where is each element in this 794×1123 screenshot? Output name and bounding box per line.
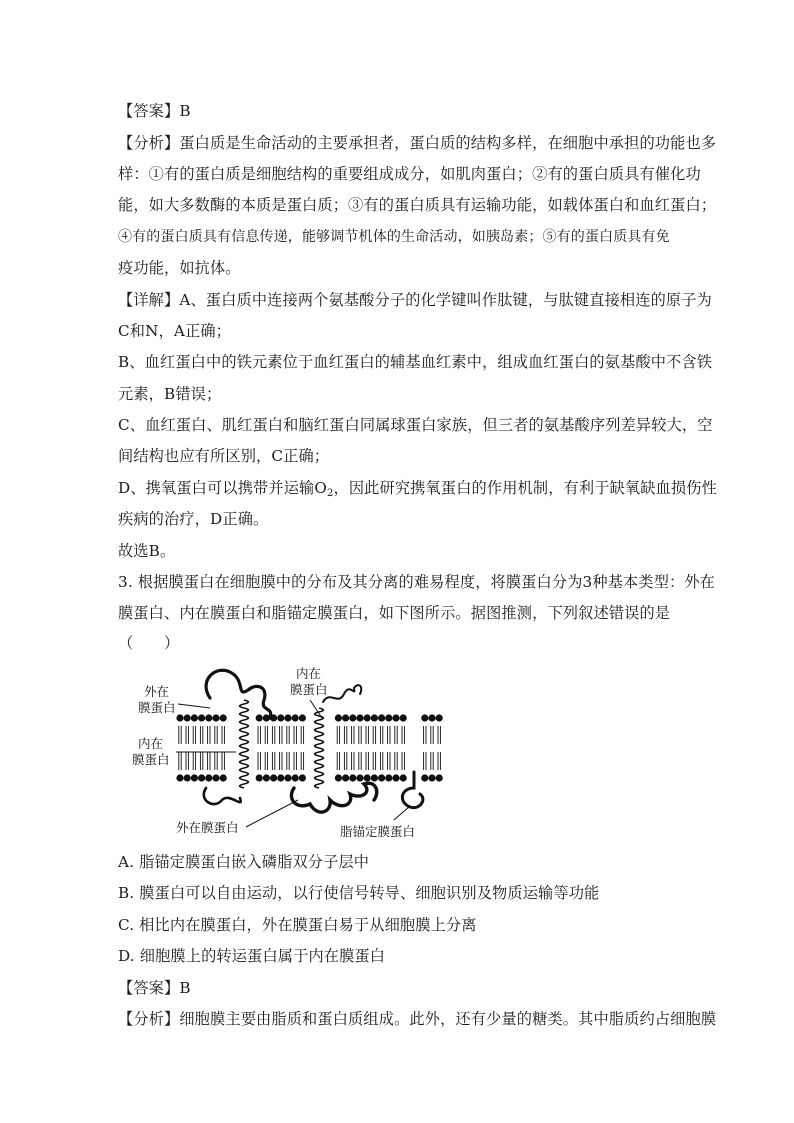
q2-analysis-line-3: 能，如大多数酶的本质是蛋白质；③有的蛋白质具有运输功能，如载体蛋白和血红蛋白； — [118, 196, 717, 214]
label-inner-left-2: 膜蛋白 — [132, 752, 170, 767]
q3-answer: 【答案】B — [118, 979, 191, 997]
label-outer-top-2: 膜蛋白 — [138, 700, 176, 715]
q2-d-post: ，因此研究携氧蛋白的作用机制，有利于缺氧缺血损伤性 — [333, 479, 717, 497]
lipid-head — [292, 774, 299, 781]
lipid-head — [349, 714, 356, 721]
lipid-head — [212, 714, 219, 721]
lipid-head — [212, 774, 219, 781]
q2-analysis-line-1: 【分析】蛋白质是生命活动的主要承担者，蛋白质的结构多样，在细胞中承担的功能也多 — [118, 134, 717, 152]
lipid-head — [385, 714, 392, 721]
lipid-head — [356, 774, 363, 781]
phospholipid-bilayer — [176, 714, 442, 781]
lipid-head — [198, 774, 205, 781]
lipid-head — [371, 714, 378, 721]
q2-d-pre: D、携氧蛋白可以携带并运输O — [118, 479, 327, 497]
label-outer-bottom: 外在膜蛋白 — [176, 820, 239, 835]
lipid-head — [270, 774, 277, 781]
lipid-head — [220, 714, 227, 721]
q2-analysis-line-5: 疫功能，如抗体。 — [118, 259, 241, 277]
lipid-head — [299, 714, 306, 721]
q2-detail-line-3: B、血红蛋白中的铁元素位于血红蛋白的辅基血红素中，组成血红蛋白的氨基酸中不含铁 — [118, 353, 713, 371]
q2-d-sub: 2 — [326, 488, 334, 499]
q3-option-d: D. 细胞膜上的转运蛋白属于内在膜蛋白 — [118, 947, 386, 965]
lipid-head — [263, 774, 270, 781]
lipid-head — [335, 774, 342, 781]
pointer-outer-bottom — [246, 800, 298, 827]
q3-option-a: A. 脂锚定膜蛋白嵌入磷脂双分子层中 — [118, 853, 370, 871]
lipid-head — [335, 714, 342, 721]
lipid-head — [436, 774, 443, 781]
lipid-head — [400, 714, 407, 721]
outer-protein-top-coil — [206, 670, 271, 718]
lipid-head — [277, 714, 284, 721]
lipid-head — [191, 714, 198, 721]
lipid-head — [428, 774, 435, 781]
pointer-lipid-anchor — [394, 806, 410, 820]
q3-option-c: C. 相比内在膜蛋白，外在膜蛋白易于从细胞膜上分离 — [118, 916, 477, 934]
label-lipid-anchor: 脂锚定膜蛋白 — [340, 824, 416, 839]
lipid-head — [284, 774, 291, 781]
inner-protein-bottom-loop — [204, 788, 241, 804]
q2-detail-line-5: C、血红蛋白、肌红蛋白和脑红蛋白同属球蛋白家族，但三者的氨基酸序列差异较大，空 — [118, 416, 713, 434]
lipid-head — [184, 714, 191, 721]
lipid-head — [392, 774, 399, 781]
lipid-head — [176, 774, 183, 781]
lipid-head — [277, 774, 284, 781]
lipid-head — [256, 774, 263, 781]
q3-stem-line-1: 3. 根据膜蛋白在细胞膜中的分布及其分离的难易程度，将膜蛋白分为3种基本类型：外在 — [118, 573, 716, 591]
q2-detail-line-1: 【详解】A、蛋白质中连接两个氨基酸分子的化学键叫作肽键，与肽键直接相连的原子为 — [118, 291, 712, 309]
lipid-head — [436, 714, 443, 721]
lipid-head — [191, 774, 198, 781]
q2-detail-line-2: C和N，A正确； — [118, 322, 232, 340]
lipid-head — [364, 774, 371, 781]
lipid-head — [400, 774, 407, 781]
q3-stem-line-2: 膜蛋白、内在膜蛋白和脂锚定膜蛋白，如下图所示。据图推测，下列叙述错误的是 — [118, 604, 671, 622]
q2-analysis-line-2: 样：①有的蛋白质是细胞结构的重要组成成分，如肌肉蛋白；②有的蛋白质具有催化功 — [118, 165, 701, 183]
lipid-head — [378, 774, 385, 781]
q2-detail-line-4: 元素，B错误； — [118, 385, 222, 403]
q3-stem-line-3: （ ） — [118, 634, 180, 652]
lipid-head — [176, 714, 183, 721]
label-inner-left-1: 内在 — [138, 736, 164, 751]
lipid-head — [349, 774, 356, 781]
inner-protein-right-helix — [315, 708, 324, 788]
pointer-outer-top — [178, 704, 210, 708]
q2-detail-line-6: 间结构也应有所区别，C正确； — [118, 447, 330, 465]
lipid-head — [385, 774, 392, 781]
lipid-head — [428, 714, 435, 721]
q3-option-b: B. 膜蛋白可以自由运动，以行使信号转导、细胞识别及物质运输等功能 — [118, 884, 600, 902]
lipid-head — [184, 774, 191, 781]
lipid-head — [292, 714, 299, 721]
lipid-head — [205, 714, 212, 721]
q2-detail-d-line-2: 疾病的治疗，D正确。 — [118, 510, 269, 528]
lipid-head — [342, 714, 349, 721]
q2-answer: 【答案】B — [118, 102, 191, 120]
lipid-head — [220, 774, 227, 781]
q2-conclusion: 故选B。 — [118, 542, 176, 560]
label-inner-top-1: 内在 — [296, 666, 322, 681]
q2-detail-d-line — [118, 478, 717, 498]
lipid-head — [205, 774, 212, 781]
label-outer-top-1: 外在 — [144, 684, 170, 699]
lipid-head — [371, 774, 378, 781]
membrane-diagram — [118, 660, 458, 840]
lipid-head — [198, 714, 205, 721]
label-inner-top-2: 膜蛋白 — [290, 682, 328, 697]
lipid-head — [342, 774, 349, 781]
lipid-head — [421, 774, 428, 781]
lipid-head — [356, 714, 363, 721]
q3-analysis-start: 【分析】细胞膜主要由脂质和蛋白质组成。此外，还有少量的糖类。其中脂质约占细胞膜 — [118, 1010, 717, 1028]
outer-protein-bottom-blob — [291, 783, 376, 812]
inner-protein-left-helix — [240, 700, 249, 788]
inner-protein-top-tail — [323, 685, 361, 702]
lipid-head — [299, 774, 306, 781]
lipid-head — [392, 714, 399, 721]
membrane-protein-figure — [118, 660, 458, 840]
lipid-head — [378, 714, 385, 721]
lipid-head — [284, 714, 291, 721]
lipid-head — [256, 714, 263, 721]
lipid-head — [421, 714, 428, 721]
q2-analysis-line-4: ④有的蛋白质具有信息传递，能够调节机体的生命活动，如胰岛素；⑤有的蛋白质具有免 — [118, 229, 670, 245]
lipid-head — [364, 714, 371, 721]
